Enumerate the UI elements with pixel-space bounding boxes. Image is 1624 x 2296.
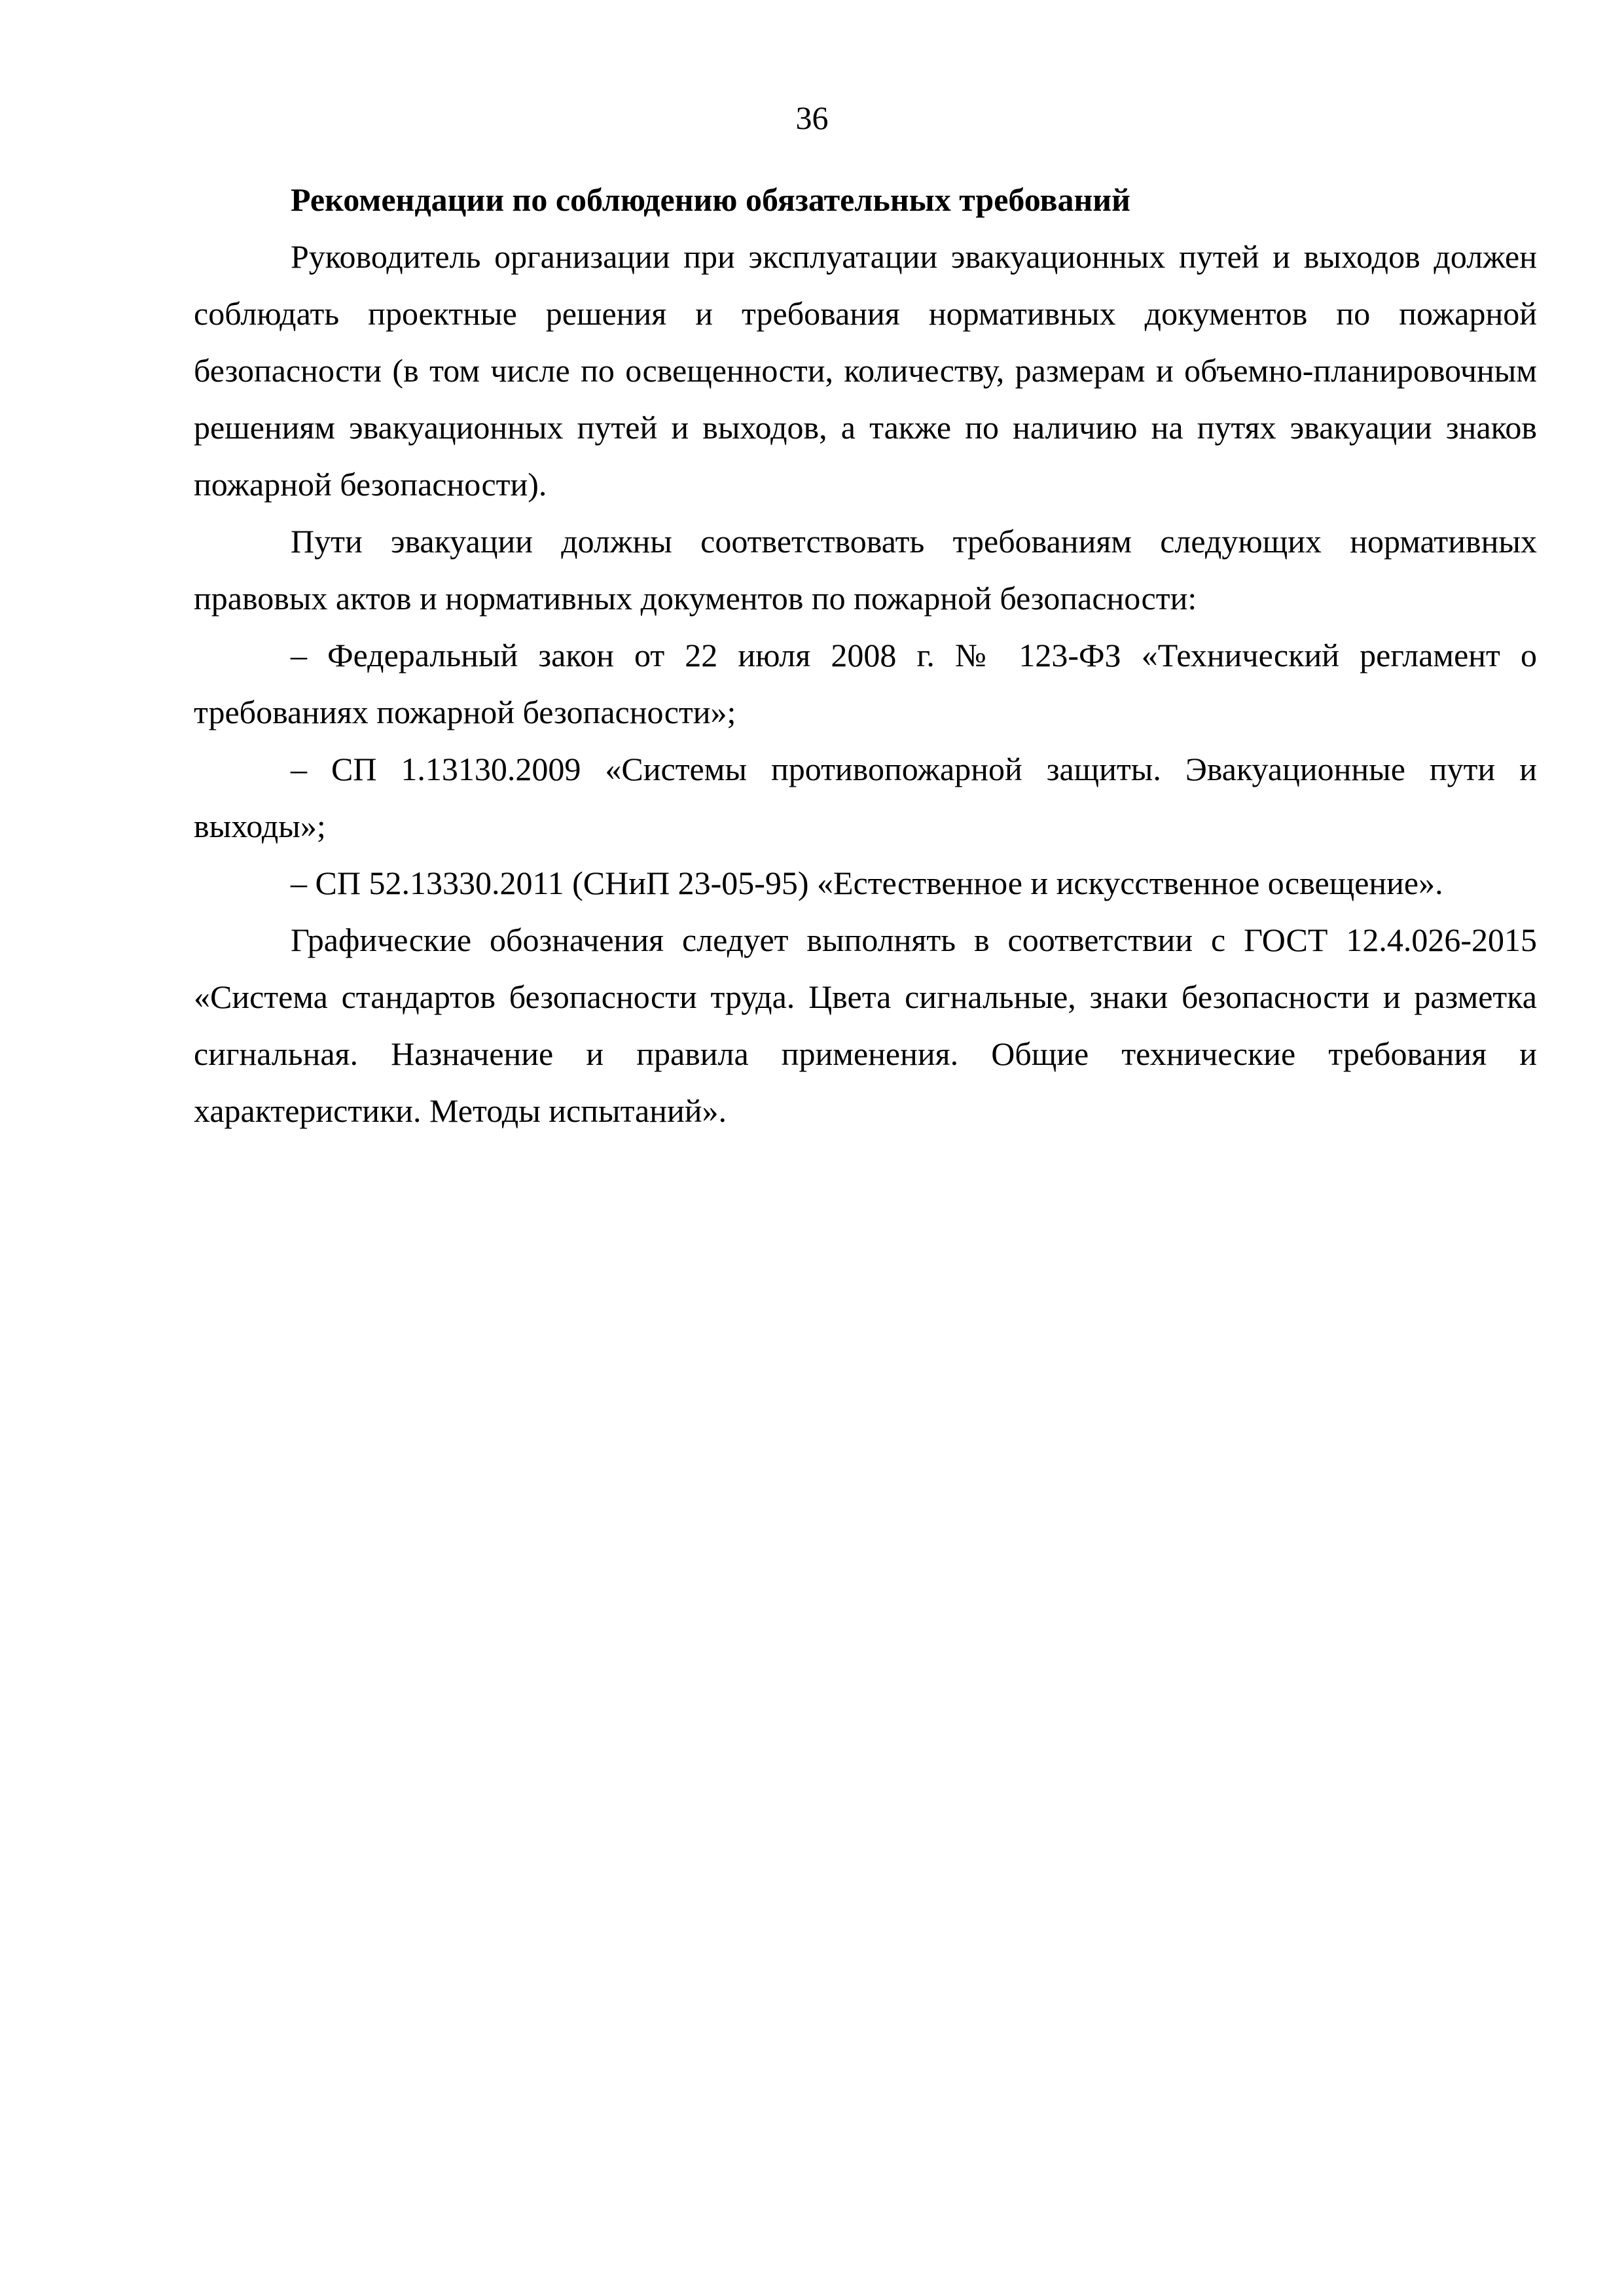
page-content: [194, 171, 1537, 1139]
list-item-sp-1-13130: – СП 1.13130.2009 «Системы противопожарной защиты. Эвакуационные пути и выходы»;: [194, 751, 1537, 844]
list-item-federal-law: – Федеральный закон от 22 июля 2008 г. № 123-ФЗ «Технический регламент о требованиях пожарной безопасности»;: [194, 637, 1537, 730]
section-heading: Рекомендации по соблюдению обязательных требований: [291, 181, 1130, 218]
page-number: 36: [795, 99, 829, 136]
list-item-sp-52-13330: – СП 52.13330.2011 (СНиП 23-05-95) «Естественное и искусственное освещение».: [291, 865, 1443, 901]
paragraph-manager-obligations: Руководитель организации при эксплуатации эвакуационных путей и выходов должен соблюдать проектные решения и требования нормативных документов по пожарной безопасности (в том числе по освещенности, количеству, размерам и объемно-планировочным решениям эвакуационных путей и выходов, а также по наличию на путях эвакуации знаков пожарной безопасности).: [194, 238, 1537, 503]
paragraph-graphic-symbols: Графические обозначения следует выполнять в соответствии с ГОСТ 12.4.026-2015 «Система стандартов безопасности труда. Цвета сигнальные, знаки безопасности и разметка сигнальная. Назначение и правила применения. Общие технические требования и характеристики. Методы испытаний».: [194, 922, 1537, 1129]
paragraph-requirements-intro: Пути эвакуации должны соответствовать требованиям следующих нормативных правовых актов и нормативных документов по пожарной безопасности:: [194, 523, 1537, 617]
